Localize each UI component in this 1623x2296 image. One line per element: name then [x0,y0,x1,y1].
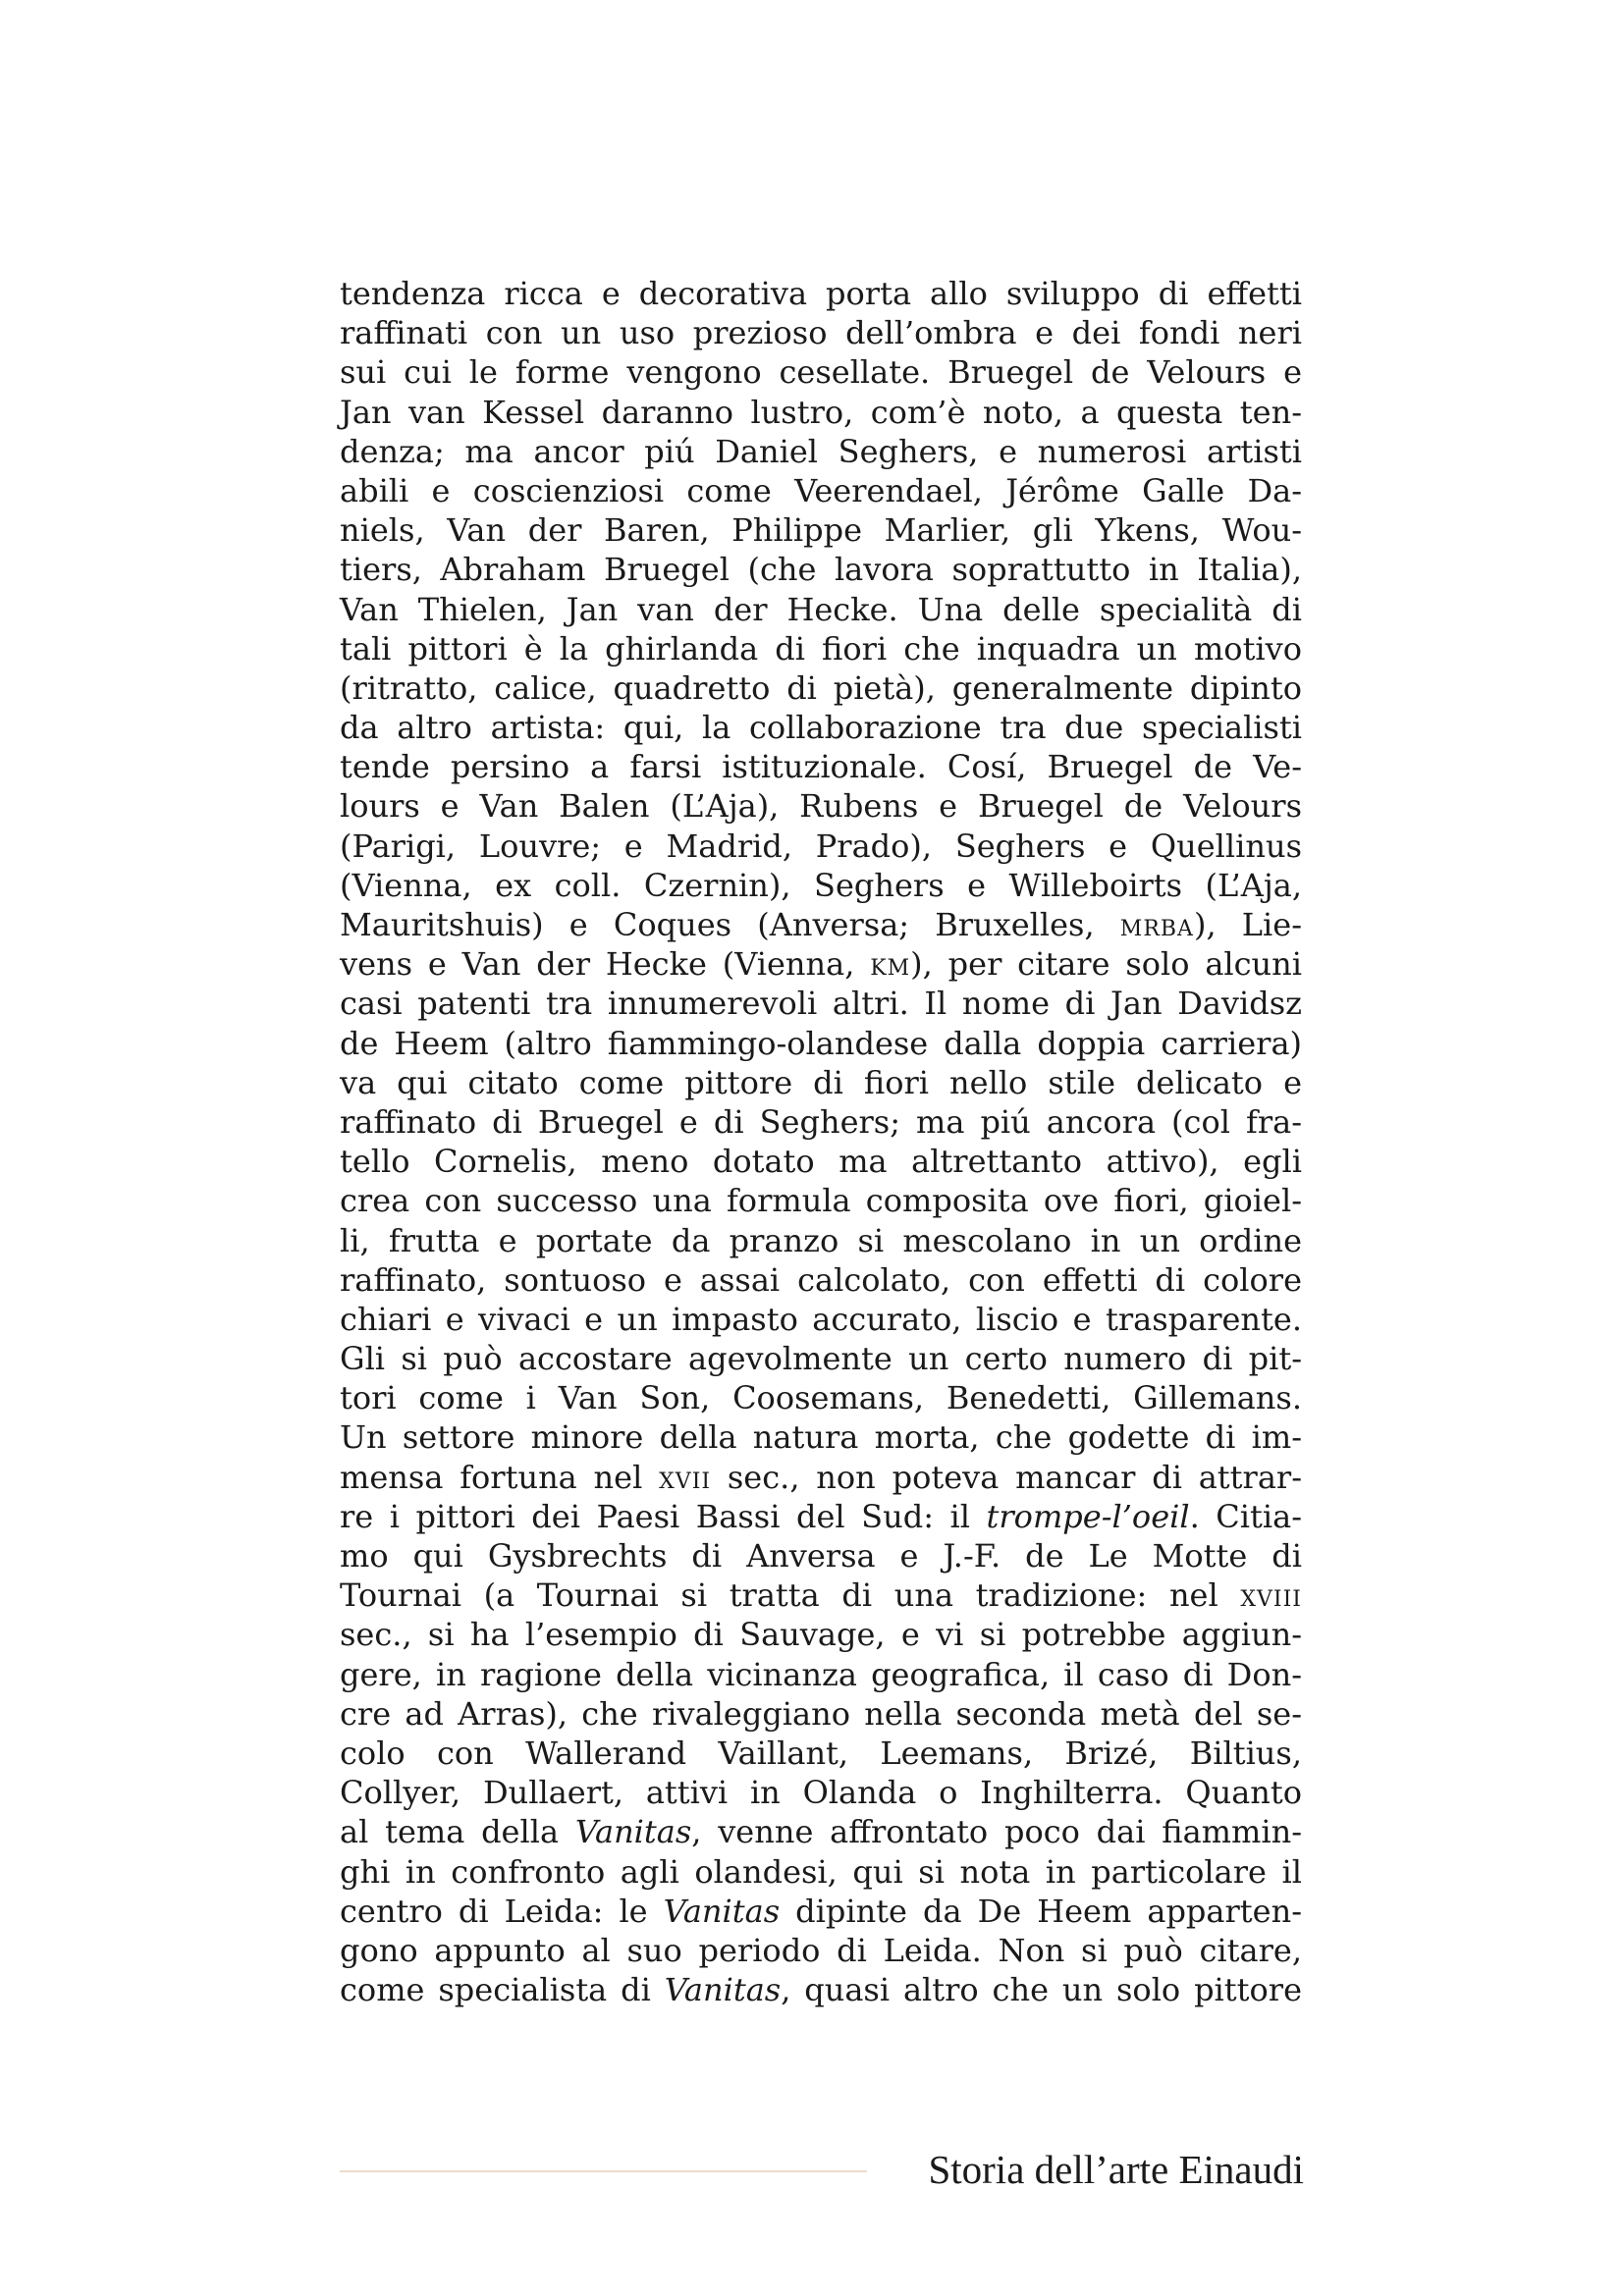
text-line: Van Thielen, Jan van der Hecke. Una delle specialità di [340,590,1302,628]
text-line: abili e coscienziosi come Veerendael, Jérôme Galle Da- [340,471,1302,509]
text-line: raffinati con un uso prezioso dell’ombra e dei fondi neri [340,314,1302,352]
text-line: denza; ma ancor piú Daniel Seghers, e numerosi artisti [340,432,1302,470]
text-line: Tournai (a Tournai si tratta di una tradizione: nel xviii [340,1576,1302,1615]
text-line: casi patenti tra innumerevoli altri. Il nome di Jan Davidsz [340,985,1302,1023]
abbrev-km: km [870,945,911,984]
text-line: re i pittori dei Paesi Bassi del Sud: il trompe-l’oeil. Citia- [340,1497,1303,1535]
text-line: centro di Leida: le Vanitas dipinte da De Heem apparten- [340,1892,1303,1930]
text-line: mo qui Gysbrechts di Anversa e J.-F. de Le Motte di [340,1537,1302,1575]
text-line: niels, Van der Baren, Philippe Marlier, gli Ykens, Wou- [340,511,1302,550]
text-line: sec., si ha l’esempio di Sauvage, e vi si potrebbe aggiun- [340,1616,1302,1654]
text-line: tali pittori è la ghirlanda di fiori che inquadra un motivo [340,629,1302,667]
footer-title: Storia dell’arte Einaudi [928,2147,1304,2192]
footer-rule [340,2170,867,2172]
italic-term: Vanitas [663,1892,781,1930]
text-line: tendenza ricca e decorativa porta allo sviluppo di effetti [340,275,1302,312]
text-line: tende persino a farsi istituzionale. Cosí, Bruegel de Ve- [340,748,1302,786]
text-line: gere, in ragione della vicinanza geografica, il caso di Don- [340,1655,1302,1693]
text-line: (Parigi, Louvre; e Madrid, Prado), Seghers e Quellinus [340,827,1302,865]
text-line: crea con successo una formula composita ove fiori, gioiel- [340,1182,1302,1220]
text-line: cre ad Arras), che rivaleggiano nella seconda metà del se- [340,1694,1302,1733]
text-line: vens e Van der Hecke (Vienna, km), per citare solo alcuni [340,945,1302,984]
text-line: li, frutta e portate da pranzo si mescolano in un ordine [340,1221,1302,1259]
text-line: tello Cornelis, meno dotato ma altrettanto attivo), egli [340,1143,1302,1181]
text-line: mensa fortuna nel xvii sec., non poteva mancar di attrar- [340,1458,1303,1496]
text-line: de Heem (altro fiammingo-olandese dalla doppia carriera) [340,1024,1302,1062]
body-text [340,274,1302,2009]
text-line: come specialista di Vanitas, quasi altro che un solo pittore [340,1971,1303,2009]
text-line: chiari e vivaci e un impasto accurato, liscio e trasparente. [340,1300,1302,1338]
text-line: (ritratto, calice, quadretto di pietà), generalmente dipinto [340,668,1302,707]
abbrev-mrba: mrba [1119,906,1194,943]
text-line: tori come i Van Son, Coosemans, Benedetti, Gillemans. [340,1379,1302,1417]
text-line: raffinato, sontuoso e assai calcolato, con effetti di colore [340,1260,1302,1299]
roman-numeral-xvii: xvii [659,1458,712,1496]
text-line: va qui citato come pittore di fiori nello stile delicato e [340,1063,1302,1101]
text-line: Gli si può accostare agevolmente un certo numero di pit- [340,1340,1302,1378]
text-line: al tema della Vanitas, venne affrontato poco dai fiammin- [340,1813,1303,1851]
text-line: tiers, Abraham Bruegel (che lavora soprattutto in Italia), [340,551,1302,589]
text-line: gono appunto al suo periodo di Leida. Non si può citare, [340,1931,1302,1969]
roman-numeral-xviii: xviii [1240,1576,1302,1615]
text-line: colo con Wallerand Vaillant, Leemans, Brizé, Biltius, [340,1734,1302,1772]
text-line: sui cui le forme vengono cesellate. Bruegel de Velours e [340,353,1302,392]
text-line: da altro artista: qui, la collaborazione tra due specialisti [340,709,1302,747]
italic-term: trompe-l’oeil [986,1497,1190,1535]
text-line: ghi in confronto agli olandesi, qui si nota in particolare il [340,1852,1302,1891]
text-line: Mauritshuis) e Coques (Anversa; Bruxelles, mrba), Lie- [340,906,1303,943]
text-line: (Vienna, ex coll. Czernin), Seghers e Willeboirts (L’Aja, [340,866,1302,904]
text-line: Jan van Kessel daranno lustro, com’è noto, a questa ten- [340,393,1302,431]
text-line: Un settore minore della natura morta, che godette di im- [340,1418,1302,1457]
italic-term: Vanitas [574,1813,692,1851]
italic-term: Vanitas [664,1971,782,2009]
text-line: raffinato di Bruegel e di Seghers; ma piú ancora (col fra- [340,1102,1302,1141]
text-line: Collyer, Dullaert, attivi in Olanda o Inghilterra. Quanto [340,1774,1302,1812]
text-line: lours e Van Balen (L’Aja), Rubens e Bruegel de Velours [340,787,1302,826]
